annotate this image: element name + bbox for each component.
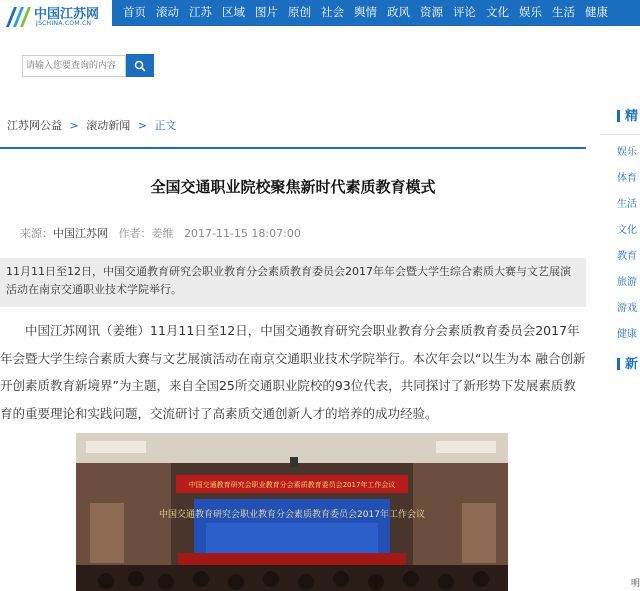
sidebar-heading-marker <box>617 358 620 370</box>
search-icon <box>134 60 146 72</box>
nav-item-health[interactable]: 健康 <box>585 5 608 19</box>
main-nav <box>118 0 613 26</box>
article-source[interactable]: 中国江苏网 <box>53 227 108 240</box>
nav-item-politics[interactable]: 政风 <box>387 5 410 19</box>
sidebar-item-life[interactable]: 生活 <box>617 199 637 210</box>
nav-item-photos[interactable]: 图片 <box>255 5 278 19</box>
sidebar-tail-text: 明 <box>631 579 640 589</box>
source-label: 来源： <box>20 227 53 240</box>
article-meta <box>20 225 301 241</box>
nav-item-life[interactable]: 生活 <box>552 5 575 19</box>
article-datetime: 2017-11-15 18:07:00 <box>184 227 301 240</box>
logo-domain: JSCHINA.COM.CN <box>36 20 92 27</box>
sidebar-item-culture[interactable]: 文化 <box>617 225 637 236</box>
nav-item-rolling[interactable]: 滚动 <box>156 5 179 19</box>
article-body: 中国江苏网讯（姜维）11月11日至12日，中国交通教育研究会职业教育分会素质教育委员会2017年年会暨大学生综合素质大赛与文艺展演活动在南京交通职业技术学院举行。本次年会以“以生为本 融合创新 开创素质教育新境界”为主题，来自全国25所交通职业院校的93位代表，共同探讨了新形势下发展素质教育的重要理论和实践问题，交流研讨了高素质交通创新人才的培养的成功经验。 <box>0 323 586 421</box>
logo-icon <box>4 3 32 29</box>
nav-item-opinion[interactable]: 舆情 <box>354 5 377 19</box>
nav-item-resources[interactable]: 资源 <box>420 5 443 19</box>
sidebar-heading-marker <box>617 110 620 122</box>
nav-item-jiangsu[interactable]: 江苏 <box>189 5 212 19</box>
author-label: 作者： <box>118 227 152 240</box>
breadcrumb-item-gongyi[interactable]: 江苏网公益 <box>7 119 62 132</box>
site-logo[interactable] <box>0 0 112 32</box>
nav-item-comments[interactable]: 评论 <box>453 5 476 19</box>
sidebar-heading: 精 <box>625 109 639 124</box>
sidebar-item-travel[interactable]: 旅游 <box>617 277 637 288</box>
nav-item-culture[interactable]: 文化 <box>486 5 509 19</box>
article-author: 姜维 <box>151 227 174 240</box>
conference-photo <box>76 433 508 591</box>
nav-item-original[interactable]: 原创 <box>288 5 311 19</box>
nav-item-region[interactable]: 区域 <box>222 5 245 19</box>
article-summary: 11月11日至12日，中国交通教育研究会职业教育分会素质教育委员会2017年年会暨大学生综合素质大赛与文艺展演活动在南京交通职业技术学院举行。 <box>0 258 586 307</box>
sidebar-heading-2: 新 <box>625 357 639 372</box>
screen-text: 中国交通教育研究会职业教育分会素质教育委员会2017年工作会议 <box>159 510 425 520</box>
sidebar-item-entertainment[interactable]: 娱乐 <box>617 147 637 158</box>
nav-item-society[interactable]: 社会 <box>321 5 344 19</box>
search-button[interactable] <box>126 54 154 77</box>
logo-text: 中国江苏网 <box>34 7 100 22</box>
section-divider <box>0 147 586 149</box>
nav-item-home[interactable]: 首页 <box>123 5 146 19</box>
breadcrumb-item-current: 正文 <box>154 119 177 132</box>
nav-item-entertainment[interactable]: 娱乐 <box>519 5 542 19</box>
breadcrumb-separator: > <box>137 119 147 132</box>
article-title: 全国交通职业院校聚焦新时代素质教育模式 <box>150 178 436 196</box>
sidebar-item-education[interactable]: 教育 <box>617 251 637 262</box>
sidebar-item-sports[interactable]: 体育 <box>617 173 637 184</box>
breadcrumb-separator: > <box>69 119 79 132</box>
sidebar-item-health[interactable]: 健康 <box>617 329 637 340</box>
sidebar-item-games[interactable]: 游戏 <box>617 303 637 314</box>
search-input[interactable] <box>22 55 126 77</box>
sidebar-divider <box>600 134 640 135</box>
article-photo[interactable] <box>76 433 508 591</box>
breadcrumb <box>7 117 180 133</box>
breadcrumb-item-rolling[interactable]: 滚动新闻 <box>86 119 131 132</box>
banner-text: 中国交通教育研究会职业教育分会素质教育委员会2017年工作会议 <box>188 481 396 489</box>
